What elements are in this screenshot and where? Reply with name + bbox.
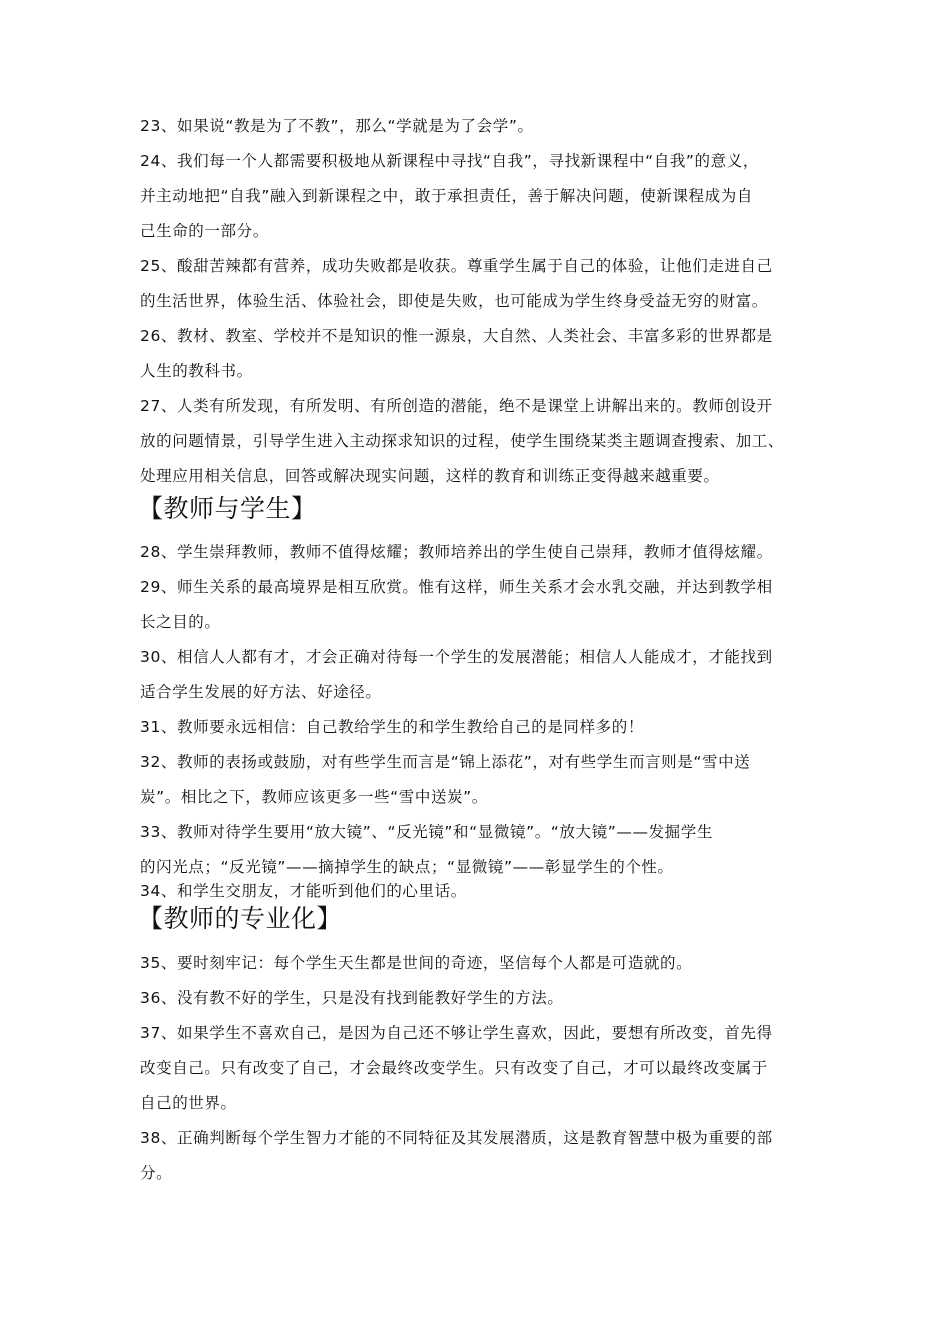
text-line-35: 35、要时刻牢记：每个学生天生都是世间的奇迹，坚信每个人都是可造就的。: [140, 954, 693, 972]
text-line-30b: 适合学生发展的好方法、好途径。: [140, 683, 382, 701]
text-line-34: 34、和学生交朋友，才能听到他们的心里话。: [140, 882, 467, 900]
text-line-26a: 26、教材、教室、学校并不是知识的惟一源泉，大自然、人类社会、丰富多彩的世界都是: [140, 327, 773, 345]
text-line-24a: 24、我们每一个人都需要积极地从新课程中寻找“自我”，寻找新课程中“自我”的意义，: [140, 152, 759, 170]
text-line-29a: 29、师生关系的最高境界是相互欣赏。惟有这样，师生关系才会水乳交融，并达到教学相: [140, 578, 773, 596]
text-line-32b: 炭”。相比之下，教师应该更多一些“雪中送炭”。: [140, 788, 488, 806]
text-line-28: 28、学生崇拜教师，教师不值得炫耀；教师培养出的学生使自己崇拜，教师才值得炫耀。: [140, 543, 773, 561]
text-line-24b: 并主动地把“自我”融入到新课程之中，敢于承担责任，善于解决问题，使新课程成为自: [140, 187, 753, 205]
text-line-37b: 改变自己。只有改变了自己，才会最终改变学生。只有改变了自己，才可以最终改变属于: [140, 1059, 768, 1077]
section-heading-teacher-student: 【教师与学生】: [138, 494, 317, 523]
text-line-30a: 30、相信人人都有才，才会正确对待每一个学生的发展潜能；相信人人能成才，才能找到: [140, 648, 773, 666]
text-line-26b: 人生的教科书。: [140, 362, 253, 380]
text-line-27a: 27、人类有所发现，有所发明、有所创造的潜能，绝不是课堂上讲解出来的。教师创设开: [140, 397, 773, 415]
text-line-25a: 25、酸甜苦辣都有营养，成功失败都是收获。尊重学生属于自己的体验，让他们走进自己: [140, 257, 773, 275]
text-line-38a: 38、正确判断每个学生智力才能的不同特征及其发展潜质，这是教育智慧中极为重要的部: [140, 1129, 773, 1147]
text-line-37c: 自己的世界。: [140, 1094, 237, 1112]
text-line-32a: 32、教师的表扬或鼓励，对有些学生而言是“锦上添花”，对有些学生而言则是“雪中送: [140, 753, 751, 771]
section-heading-professionalization: 【教师的专业化】: [138, 904, 343, 933]
text-line-37a: 37、如果学生不喜欢自己，是因为自己还不够让学生喜欢，因此，要想有所改变，首先得: [140, 1024, 773, 1042]
text-line-33b: 的闪光点；“反光镜”——摘掉学生的缺点；“显微镜”——彰显学生的个性。: [140, 858, 674, 876]
text-line-36: 36、没有教不好的学生，只是没有找到能教好学生的方法。: [140, 989, 564, 1007]
text-line-27c: 处理应用相关信息，回答或解决现实问题，这样的教育和训练正变得越来越重要。: [140, 467, 720, 485]
text-line-38b: 分。: [140, 1164, 173, 1182]
text-line-31: 31、教师要永远相信：自己教给学生的和学生教给自己的是同样多的！: [140, 718, 644, 736]
text-line-23: 23、如果说“教是为了不教”，那么“学就是为了会学”。: [140, 117, 534, 135]
text-line-33a: 33、教师对待学生要用“放大镜”、“反光镜”和“显微镜”。“放大镜”——发掘学生: [140, 823, 713, 841]
text-line-25b: 的生活世界，体验生活、体验社会，即使是失败，也可能成为学生终身受益无穷的财富。: [140, 292, 768, 310]
text-line-24c: 己生命的一部分。: [140, 222, 269, 240]
text-line-27b: 放的问题情景，引导学生进入主动探求知识的过程，使学生围绕某类主题调查搜索、加工、: [140, 432, 785, 450]
text-line-29b: 长之目的。: [140, 613, 221, 631]
